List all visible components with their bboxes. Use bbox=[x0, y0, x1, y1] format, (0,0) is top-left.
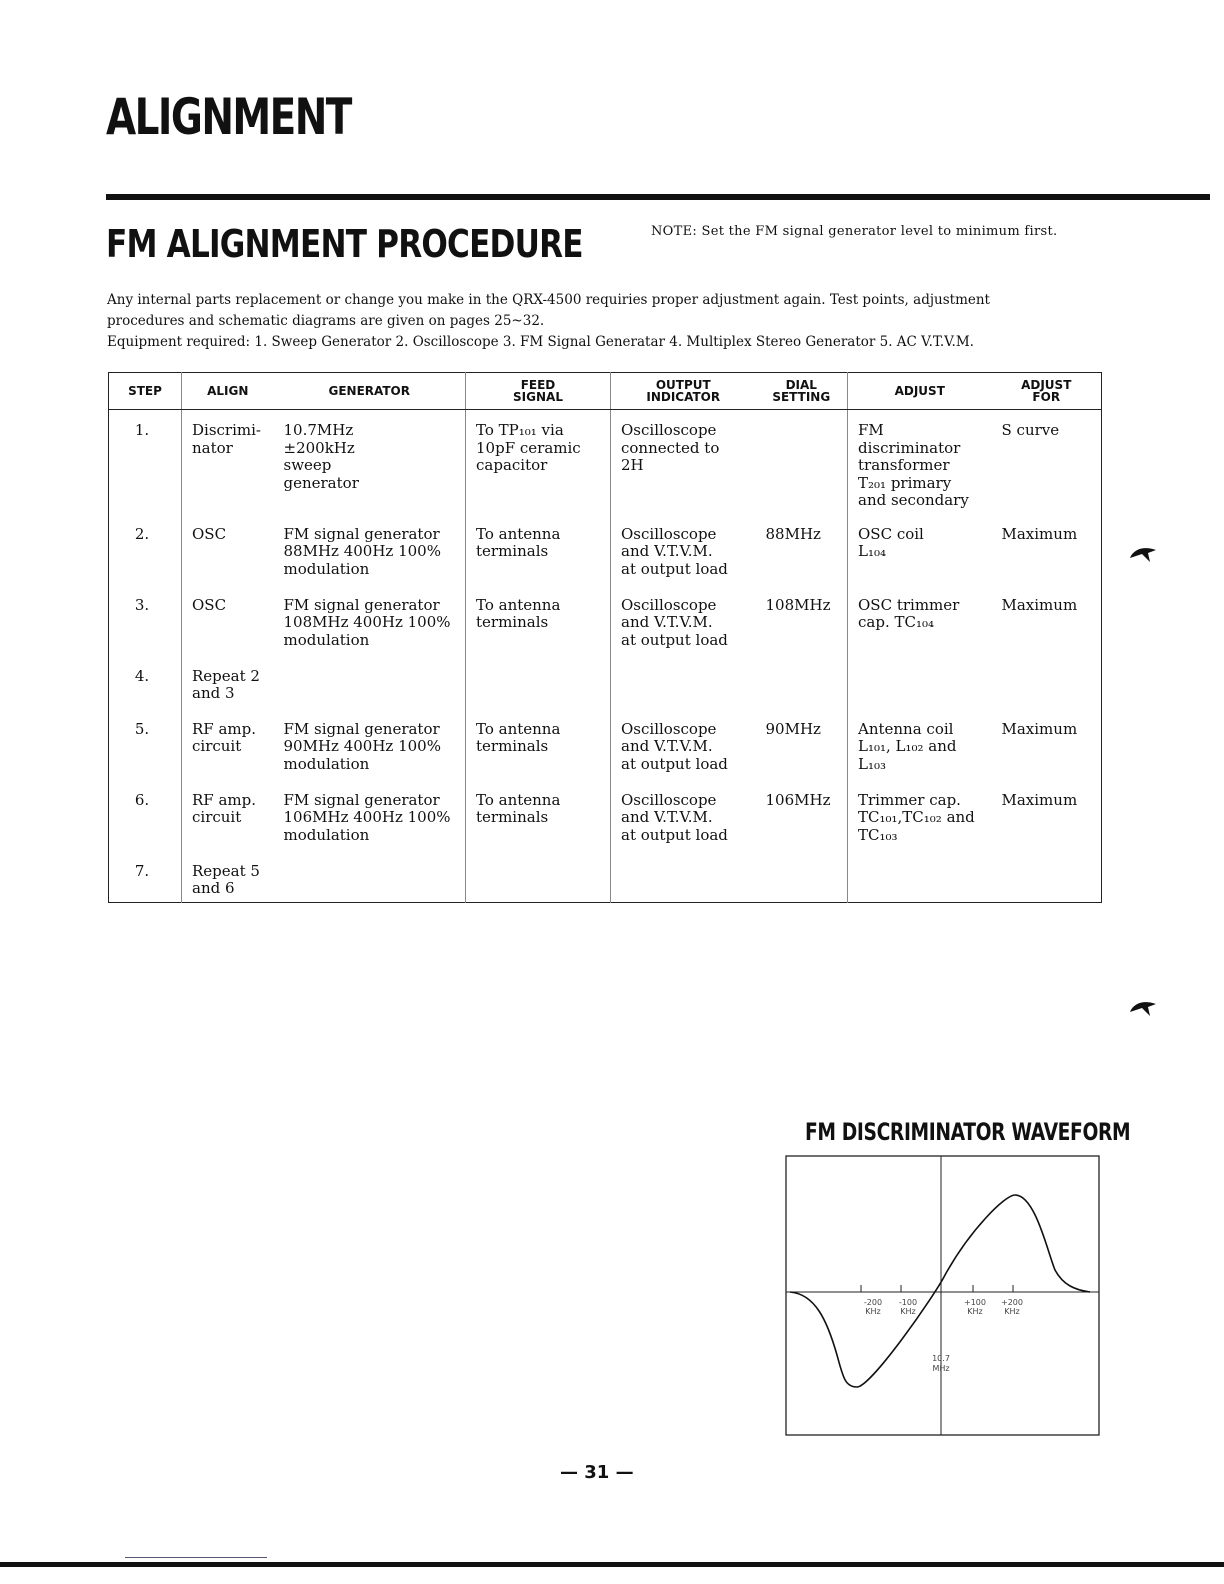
header-generator: GENERATOR bbox=[274, 373, 466, 410]
cell-generator: FM signal generator 106MHz 400Hz 100% modulation bbox=[283, 790, 451, 844]
cell-adjust-for: Maximum bbox=[1001, 524, 1078, 543]
cell-step: 3. bbox=[134, 595, 150, 614]
cell-step: 4. bbox=[134, 666, 150, 685]
cell-generator bbox=[274, 658, 466, 711]
cell-feed-signal: To TP₁₀₁ via 10pF ceramic capacitor bbox=[466, 410, 611, 516]
cell-align: OSC bbox=[182, 587, 274, 658]
cell-generator: 10.7MHz ±200kHz sweep generator bbox=[283, 421, 359, 492]
label-minus-200: -200 bbox=[863, 1298, 883, 1307]
cell-adjust: OSC coil L₁₀₄ bbox=[848, 516, 992, 587]
bottom-bar bbox=[0, 1562, 1224, 1567]
header-adjust-for: ADJUST FOR bbox=[992, 373, 1102, 410]
cell-adjust-for bbox=[992, 853, 1102, 903]
cell-adjust: FM discriminator transformer T₂₀₁ primary and secondary bbox=[848, 410, 992, 516]
waveform-title: FM DISCRIMINATOR WAVEFORM bbox=[805, 1118, 1131, 1146]
table-row bbox=[109, 410, 1102, 516]
cell-step: 5. bbox=[134, 719, 150, 738]
page-title: ALIGNMENT bbox=[106, 88, 351, 146]
cell-align: RF amp. circuit bbox=[182, 782, 274, 853]
cell-dial-setting: 90MHz bbox=[765, 719, 821, 738]
cell-adjust: Trimmer cap. TC₁₀₁,TC₁₀₂ and TC₁₀₃ bbox=[848, 782, 992, 853]
cell-dial-setting bbox=[756, 853, 848, 903]
cell-dial-setting: 88MHz bbox=[765, 524, 821, 543]
binder-hole-mark-icon bbox=[1128, 544, 1158, 566]
cell-adjust bbox=[848, 853, 992, 903]
header-feed-signal: FEED SIGNAL bbox=[466, 373, 611, 410]
binder-hole-mark-icon bbox=[1128, 998, 1158, 1020]
table-row bbox=[109, 658, 1102, 711]
section-title: FM ALIGNMENT PROCEDURE bbox=[106, 222, 583, 266]
intro-line-2: procedures and schematic diagrams are given on pages 25~32. bbox=[107, 313, 545, 329]
table-body bbox=[109, 410, 1102, 903]
cell-dial-setting: 106MHz bbox=[765, 790, 831, 809]
cell-dial-setting: 108MHz bbox=[765, 595, 831, 614]
cell-feed-signal bbox=[466, 853, 611, 903]
label-center-frequency: 10.7 bbox=[932, 1354, 950, 1363]
table-row bbox=[109, 587, 1102, 658]
cell-step: 1. bbox=[134, 421, 150, 439]
label-plus-100: +100 bbox=[964, 1298, 986, 1307]
cell-feed-signal bbox=[466, 658, 611, 711]
equipment-line: Equipment required: 1. Sweep Generator 2. Oscilloscope 3. FM Signal Generatar 4. Multiplex Stereo Generator 5. AC V.T.V.M. bbox=[107, 334, 974, 350]
cell-feed-signal: To antenna terminals bbox=[466, 782, 611, 853]
label-mhz: MHz bbox=[932, 1364, 950, 1373]
cell-output-indicator: Oscilloscope and V.T.V.M. at output load bbox=[611, 516, 756, 587]
cell-generator: FM signal generator 108MHz 400Hz 100% modulation bbox=[283, 595, 451, 649]
cell-feed-signal: To antenna terminals bbox=[466, 516, 611, 587]
cell-adjust: OSC trimmer cap. TC₁₀₄ bbox=[848, 587, 992, 658]
cell-align: RF amp. circuit bbox=[182, 711, 274, 782]
header-adjust: ADJUST bbox=[848, 373, 992, 410]
cell-feed-signal: To antenna terminals bbox=[466, 711, 611, 782]
cell-generator: FM signal generator 90MHz 400Hz 100% modulation bbox=[283, 719, 441, 773]
cell-adjust bbox=[848, 658, 992, 711]
header-step: STEP bbox=[109, 373, 182, 410]
cell-adjust-for: Maximum bbox=[1001, 719, 1078, 738]
cell-output-indicator: Oscilloscope connected to 2H bbox=[611, 410, 756, 516]
page-number: — 31 — bbox=[560, 1462, 634, 1483]
cell-output-indicator bbox=[611, 658, 756, 711]
label-khz-1: KHz bbox=[865, 1307, 881, 1316]
label-khz-2: KHz bbox=[900, 1307, 916, 1316]
header-dial-setting: DIAL SETTING bbox=[756, 373, 848, 410]
table-row bbox=[109, 516, 1102, 587]
cell-align: Repeat 2 and 3 bbox=[182, 658, 274, 711]
cell-output-indicator: Oscilloscope and V.T.V.M. at output load bbox=[611, 587, 756, 658]
label-plus-200: +200 bbox=[1001, 1298, 1023, 1307]
header-output-indicator: OUTPUT INDICATOR bbox=[611, 373, 756, 410]
cell-adjust-for bbox=[992, 658, 1102, 711]
cell-output-indicator: Oscilloscope and V.T.V.M. at output load bbox=[611, 711, 756, 782]
cell-step: 2. bbox=[134, 524, 150, 543]
table-row bbox=[109, 782, 1102, 853]
table-header-row bbox=[109, 373, 1102, 410]
cell-output-indicator: Oscilloscope and V.T.V.M. at output load bbox=[611, 782, 756, 853]
table-row bbox=[109, 711, 1102, 782]
cell-generator bbox=[274, 853, 466, 903]
intro-line-1: Any internal parts replacement or change you make in the QRX-4500 requiries proper adjustment again. Test points, adjustment bbox=[107, 292, 990, 308]
title-rule bbox=[106, 194, 1210, 200]
cell-output-indicator bbox=[611, 853, 756, 903]
table-row bbox=[109, 853, 1102, 903]
discriminator-waveform-diagram bbox=[785, 1155, 1101, 1437]
alignment-table bbox=[108, 372, 1102, 903]
cell-dial-setting bbox=[756, 410, 848, 516]
cell-align: OSC bbox=[182, 516, 274, 587]
label-khz-3: KHz bbox=[967, 1307, 983, 1316]
label-minus-100: -100 bbox=[898, 1298, 918, 1307]
cell-feed-signal: To antenna terminals bbox=[466, 587, 611, 658]
cell-align: Repeat 5 and 6 bbox=[182, 853, 274, 903]
label-khz-4: KHz bbox=[1004, 1307, 1020, 1316]
cell-step: 7. bbox=[134, 861, 150, 880]
cell-adjust-for: S curve bbox=[1001, 421, 1060, 439]
cell-step: 6. bbox=[134, 790, 150, 809]
waveform-frame bbox=[786, 1156, 1099, 1435]
cell-adjust-for: Maximum bbox=[1001, 790, 1078, 809]
cell-align: Discrimi- nator bbox=[182, 410, 274, 516]
bottom-thin-line bbox=[125, 1557, 267, 1558]
note-text: NOTE: Set the FM signal generator level to minimum first. bbox=[651, 224, 1058, 239]
intro-text bbox=[107, 290, 1102, 353]
cell-generator: FM signal generator 88MHz 400Hz 100% modulation bbox=[283, 524, 441, 578]
cell-adjust-for: Maximum bbox=[1001, 595, 1078, 614]
cell-dial-setting bbox=[756, 658, 848, 711]
header-align: ALIGN bbox=[182, 373, 274, 410]
cell-adjust: Antenna coil L₁₀₁, L₁₀₂ and L₁₀₃ bbox=[848, 711, 992, 782]
